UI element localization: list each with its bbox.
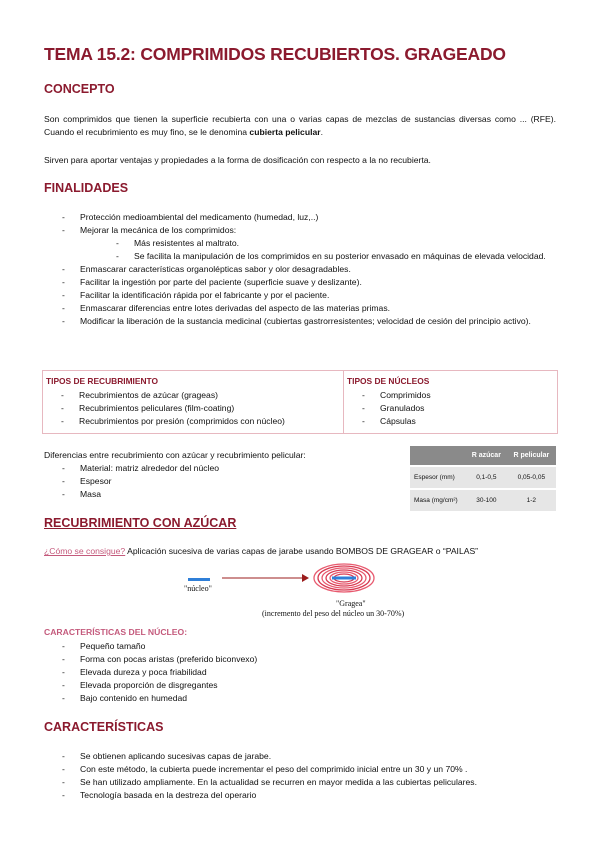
tipos-recubrimiento-column bbox=[43, 371, 344, 433]
concepto-paragraph-2: Sirven para aportar ventajas y propiedades a la forma de dosificación con respecto a la no recubierta. bbox=[44, 155, 431, 165]
question-text: ¿Cómo se consigue? bbox=[44, 546, 126, 556]
list-item: - Granulados bbox=[362, 403, 425, 413]
tipos-nucleos-column bbox=[344, 371, 556, 433]
list-item: - Se obtienen aplicando sucesivas capas de jarabe. bbox=[62, 751, 272, 761]
list-item: - Espesor bbox=[62, 476, 112, 486]
comparison-table bbox=[410, 446, 556, 511]
list-item: - Material: matriz alrededor del núcleo bbox=[62, 463, 219, 473]
list-item: - Elevada dureza y poca friabilidad bbox=[62, 667, 207, 677]
concepto-end: . bbox=[320, 127, 323, 137]
table-row: Masa (mg/cm²) 30-100 1-2 bbox=[410, 489, 556, 511]
list-item: - Pequeño tamaño bbox=[62, 641, 146, 651]
table-row: Espesor (mm) 0,1-0,5 0,05-0,05 bbox=[410, 466, 556, 489]
tipos-recubrimiento-header: TIPOS DE RECUBRIMIENTO bbox=[46, 376, 158, 386]
page-title: TEMA 15.2: COMPRIMIDOS RECUBIERTOS. GRAGEADO bbox=[44, 44, 506, 64]
list-item: - Facilitar la ingestión por parte del paciente (superficie suave y deslizante). bbox=[62, 277, 362, 287]
nucleo-label: "núcleo" bbox=[184, 584, 212, 593]
caracteristicas-heading: CARACTERÍSTICAS bbox=[44, 720, 164, 734]
tipos-box bbox=[42, 370, 558, 434]
list-item: - Elevada proporción de disgregantes bbox=[62, 680, 218, 690]
list-item: - Masa bbox=[62, 489, 102, 499]
caracteristicas-nucleo-heading: CARACTERÍSTICAS DEL NÚCLEO: bbox=[44, 627, 188, 637]
list-item: - Recubrimientos peliculares (film-coating) bbox=[61, 403, 235, 413]
list-item: - Bajo contenido en humedad bbox=[62, 693, 188, 703]
como-se-consigue bbox=[44, 545, 556, 558]
list-item: - Más resistentes al maltrato. bbox=[116, 238, 240, 248]
tipos-nucleos-header: TIPOS DE NÚCLEOS bbox=[347, 376, 430, 386]
diferencias-intro: Diferencias entre recubrimiento con azúcar y recubrimiento pelicular: bbox=[44, 450, 306, 460]
concepto-heading: CONCEPTO bbox=[44, 82, 115, 96]
list-item: - Modificar la liberación de la sustancia medicinal (cubiertas gastrorresistentes; velocidad de cesión del principio activo). bbox=[62, 316, 531, 326]
recubrimiento-azucar-heading: RECUBRIMIENTO CON AZÚCAR bbox=[44, 516, 237, 530]
list-item: - Se facilita la manipulación de los comprimidos en su posterior envasado en máquinas de elevada velocidad. bbox=[116, 251, 546, 261]
concepto-paragraph-1 bbox=[44, 113, 556, 139]
answer-text: Aplicación sucesiva de varias capas de jarabe usando BOMBOS DE GRAGEAR o “PAILAS” bbox=[125, 546, 479, 556]
caracteristicas-list bbox=[44, 750, 556, 802]
coated-tablet-icon bbox=[314, 564, 374, 592]
list-item: - Cápsulas bbox=[362, 416, 416, 426]
list-item: - Se han utilizado ampliamente. En la actualidad se recurren en mayor medida a las cubiertas peliculares. bbox=[62, 777, 477, 787]
list-item: - Facilitar la identificación rápida por el fabricante y por el paciente. bbox=[62, 290, 330, 300]
caracteristicas-nucleo-list bbox=[44, 640, 556, 705]
list-item: - Mejorar la mecánica de los comprimidos: bbox=[62, 225, 237, 235]
gragea-label: "Gragea" bbox=[336, 599, 366, 608]
gragea-figure bbox=[178, 562, 452, 624]
cubierta-pelicular-term: cubierta pelicular bbox=[249, 127, 321, 137]
list-item: - Enmascarar diferencias entre lotes derivadas del aspecto de las materias primas. bbox=[62, 303, 391, 313]
list-item: - Enmascarar características organolépticas sabor y olor desagradables. bbox=[62, 264, 351, 274]
diferencias-list bbox=[44, 462, 384, 501]
gragea-caption: (incremento del peso del núcleo un 30-70%) bbox=[262, 609, 405, 618]
table-header-row: R azúcar R pelicular bbox=[410, 446, 556, 466]
core-tablet-icon bbox=[188, 578, 210, 581]
finalidades-heading: FINALIDADES bbox=[44, 181, 129, 195]
list-item: - Recubrimientos de azúcar (grageas) bbox=[61, 390, 218, 400]
finalidades-list bbox=[44, 211, 556, 328]
list-item: - Protección medioambiental del medicamento (humedad, luz,..) bbox=[62, 212, 319, 222]
list-item: - Comprimidos bbox=[362, 390, 431, 400]
list-item: - Con este método, la cubierta puede incrementar el peso del comprimido inicial entre un 30 y un 70% . bbox=[62, 764, 468, 774]
concepto-text: Son comprimidos que tienen la superficie recubierta con una o varias capas de mezclas de sustancias diversas como ... (RFE). Cuando el recubrimiento es muy fino, se le denomina bbox=[44, 114, 556, 137]
list-item: - Recubrimientos por presión (comprimidos con núcleo) bbox=[61, 416, 285, 426]
list-item: - Forma con pocas aristas (preferido biconvexo) bbox=[62, 654, 258, 664]
arrow-head-icon bbox=[302, 574, 309, 582]
list-item: - Tecnología basada en la destreza del operario bbox=[62, 790, 257, 800]
